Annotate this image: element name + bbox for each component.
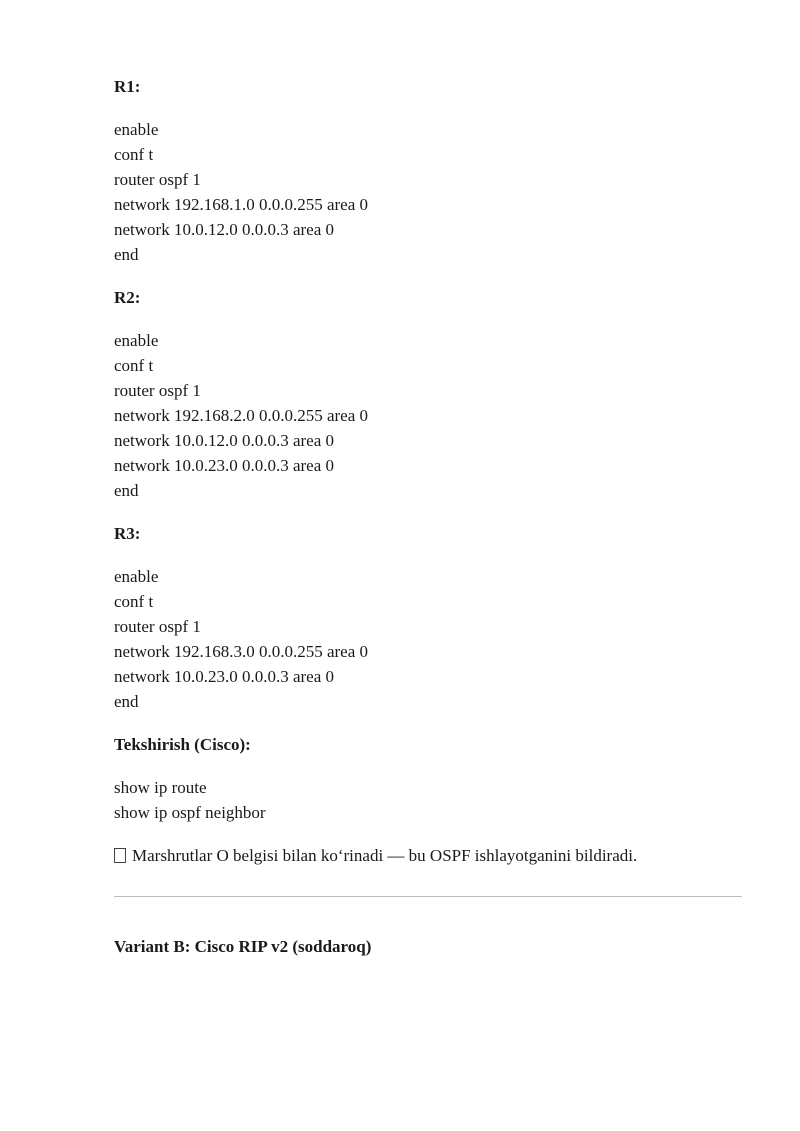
section-verification — [114, 732, 744, 825]
config-line: network 192.168.1.0 0.0.0.255 area 0 — [114, 195, 369, 214]
config-line: router ospf 1 — [114, 381, 201, 400]
config-line: conf t — [114, 145, 154, 164]
note-text: Marshrutlar O belgisi bilan ko‘rinadi — bu OSPF ishlayotganini bildiradi. — [132, 846, 638, 865]
section-heading-verification: Tekshirish (Cisco): — [114, 735, 251, 754]
section-heading-r3: R3: — [114, 524, 141, 543]
config-line: show ip ospf neighbor — [114, 803, 266, 822]
config-line: network 10.0.23.0 0.0.0.3 area 0 — [114, 456, 335, 475]
document-body — [114, 74, 744, 868]
config-line: show ip route — [114, 778, 207, 797]
config-line: end — [114, 481, 139, 500]
section-heading-r2: R2: — [114, 288, 141, 307]
config-line: network 10.0.12.0 0.0.0.3 area 0 — [114, 431, 335, 450]
config-block-r1 — [114, 117, 744, 267]
section-r3 — [114, 521, 744, 714]
config-line: enable — [114, 567, 159, 586]
config-line: network 192.168.2.0 0.0.0.255 area 0 — [114, 406, 369, 425]
config-line: network 10.0.12.0 0.0.0.3 area 0 — [114, 220, 335, 239]
config-line: conf t — [114, 592, 154, 611]
section-r2 — [114, 285, 744, 503]
config-line: end — [114, 245, 139, 264]
config-block-verification — [114, 775, 744, 825]
config-line: enable — [114, 331, 159, 350]
config-line: router ospf 1 — [114, 617, 201, 636]
missing-glyph-icon — [114, 848, 126, 863]
config-line: conf t — [114, 356, 154, 375]
note-paragraph — [114, 843, 744, 868]
config-line: enable — [114, 120, 159, 139]
config-line: network 192.168.3.0 0.0.0.255 area 0 — [114, 642, 369, 661]
config-line: end — [114, 692, 139, 711]
config-block-r2 — [114, 328, 744, 503]
config-line: network 10.0.23.0 0.0.0.3 area 0 — [114, 667, 335, 686]
section-r1 — [114, 74, 744, 267]
config-block-r3 — [114, 564, 744, 714]
section-heading-r1: R1: — [114, 77, 141, 96]
horizontal-divider — [114, 896, 742, 897]
variant-heading: Variant B: Cisco RIP v2 (soddaroq) — [114, 937, 372, 956]
config-line: router ospf 1 — [114, 170, 201, 189]
